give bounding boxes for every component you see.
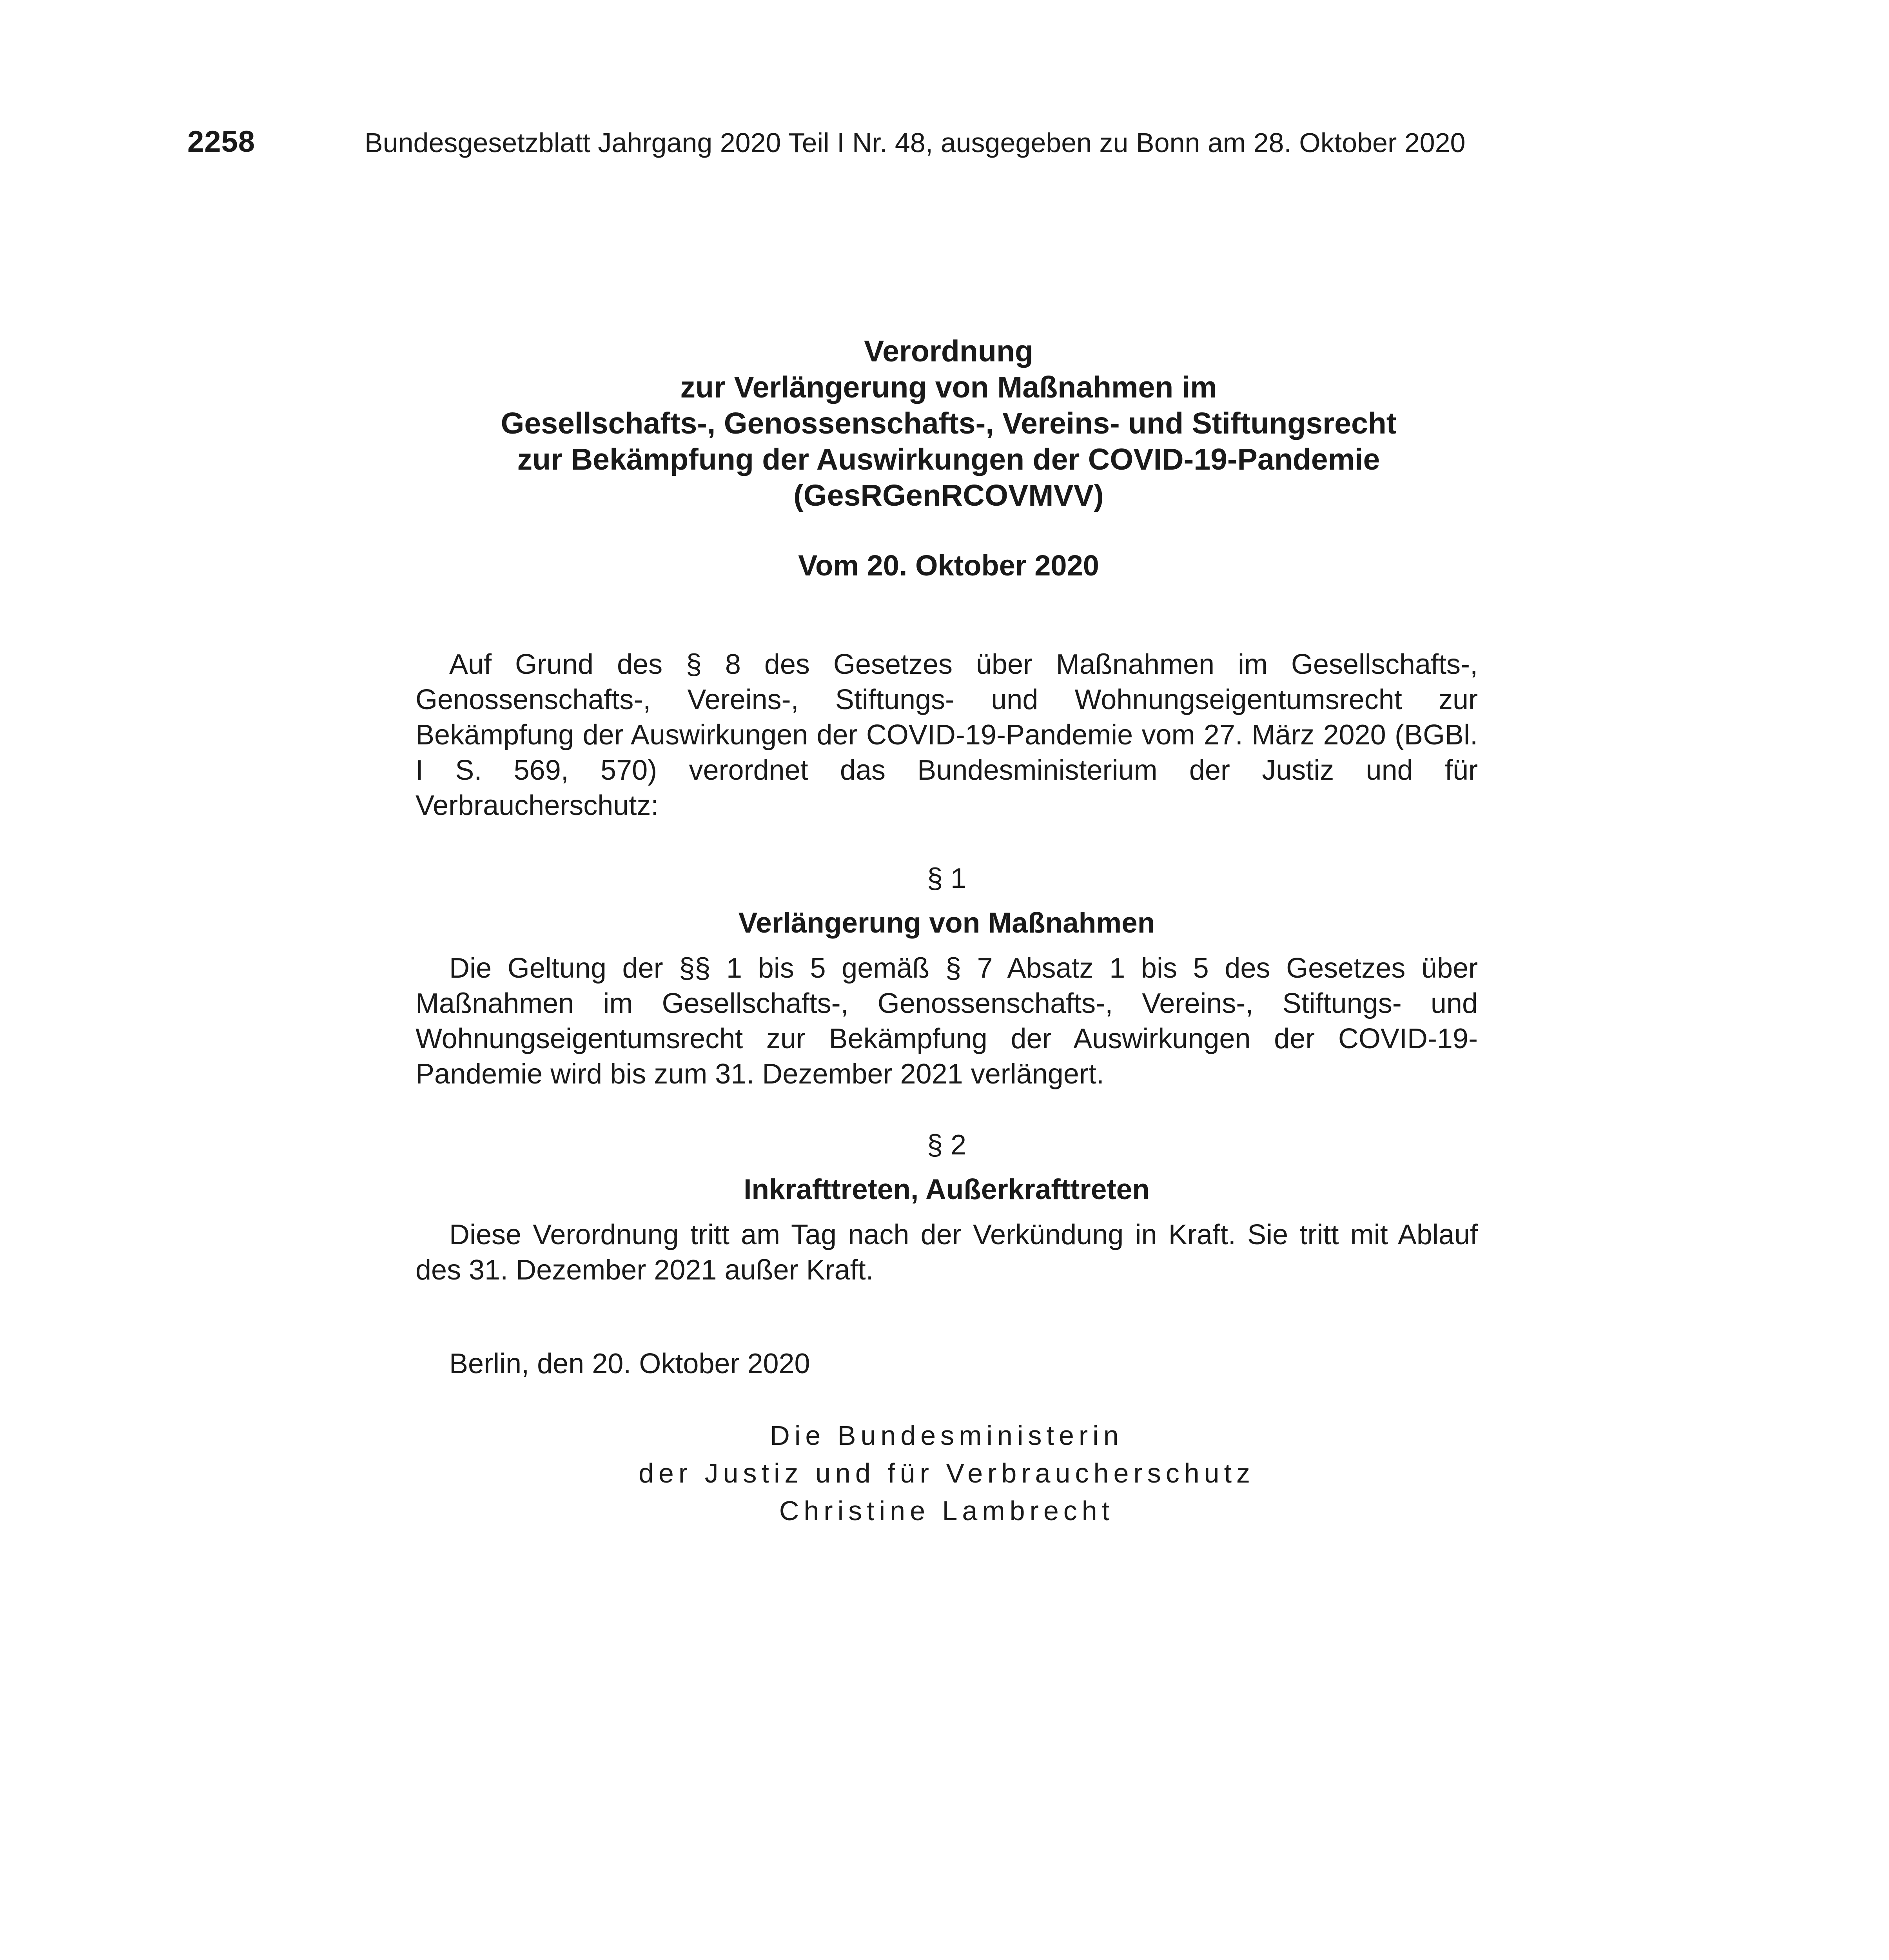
section-2-title: Inkrafttreten, Außerkrafttreten	[744, 1174, 1150, 1205]
title-line-2: zur Verlängerung von Maßnahmen im	[680, 370, 1217, 404]
page-number: 2258	[187, 125, 256, 158]
place-date: Berlin, den 20. Oktober 2020	[449, 1348, 810, 1379]
document-title	[353, 333, 1544, 514]
title-line-3: Gesellschafts-, Genossenschafts-, Vereins- und Stiftungsrecht	[501, 407, 1397, 440]
section-1-number: § 1	[927, 863, 967, 894]
decree-date: Vom 20. Oktober 2020	[798, 549, 1099, 582]
preamble: Auf Grund des § 8 des Gesetzes über Maßnahmen im Gesellschafts-, Genossenschafts-, Vereins-, Stiftungs- und Wohnungseigentumsrecht zur Bekämpfung der Auswirkungen der COVID-19-Pandemie vom 27. März 2020 (BGBl. I S. 569, 570) verordnet das Bundesministerium der Justiz und für Verbraucherschutz:	[416, 649, 1478, 821]
signature-block	[416, 1417, 1478, 1530]
section-1-title: Verlängerung von Maßnahmen	[738, 907, 1155, 939]
signature-line-1: Die Bundesministerin	[770, 1420, 1123, 1451]
signature-line-2: der Justiz und für Verbraucherschutz	[638, 1458, 1255, 1488]
section-2-number: § 2	[927, 1129, 967, 1161]
gazette-header: Bundesgesetzblatt Jahrgang 2020 Teil I Nr. 48, ausgegeben zu Bonn am 28. Oktober 2020	[365, 127, 1466, 158]
title-line-4: zur Bekämpfung der Auswirkungen der COVID-19-Pandemie	[517, 443, 1380, 476]
section-1-text: Die Geltung der §§ 1 bis 5 gemäß § 7 Absatz 1 bis 5 des Gesetzes über Maßnahmen im Gesellschafts-, Genossenschafts-, Vereins-, Stiftungs- und Wohnungseigentumsrecht zur Bekämpfung der Auswirkungen der COVID-19-Pandemie wird bis zum 31. Dezember 2021 verlängert.	[416, 953, 1478, 1090]
title-line-1: Verordnung	[864, 334, 1034, 368]
section-2-text: Diese Verordnung tritt am Tag nach der Verkündung in Kraft. Sie tritt mit Ablauf des 31. Dezember 2021 außer Kraft.	[416, 1219, 1478, 1286]
signature-line-3: Christine Lambrecht	[779, 1495, 1114, 1526]
title-line-5: (GesRGenRCOVMVV)	[793, 479, 1104, 512]
